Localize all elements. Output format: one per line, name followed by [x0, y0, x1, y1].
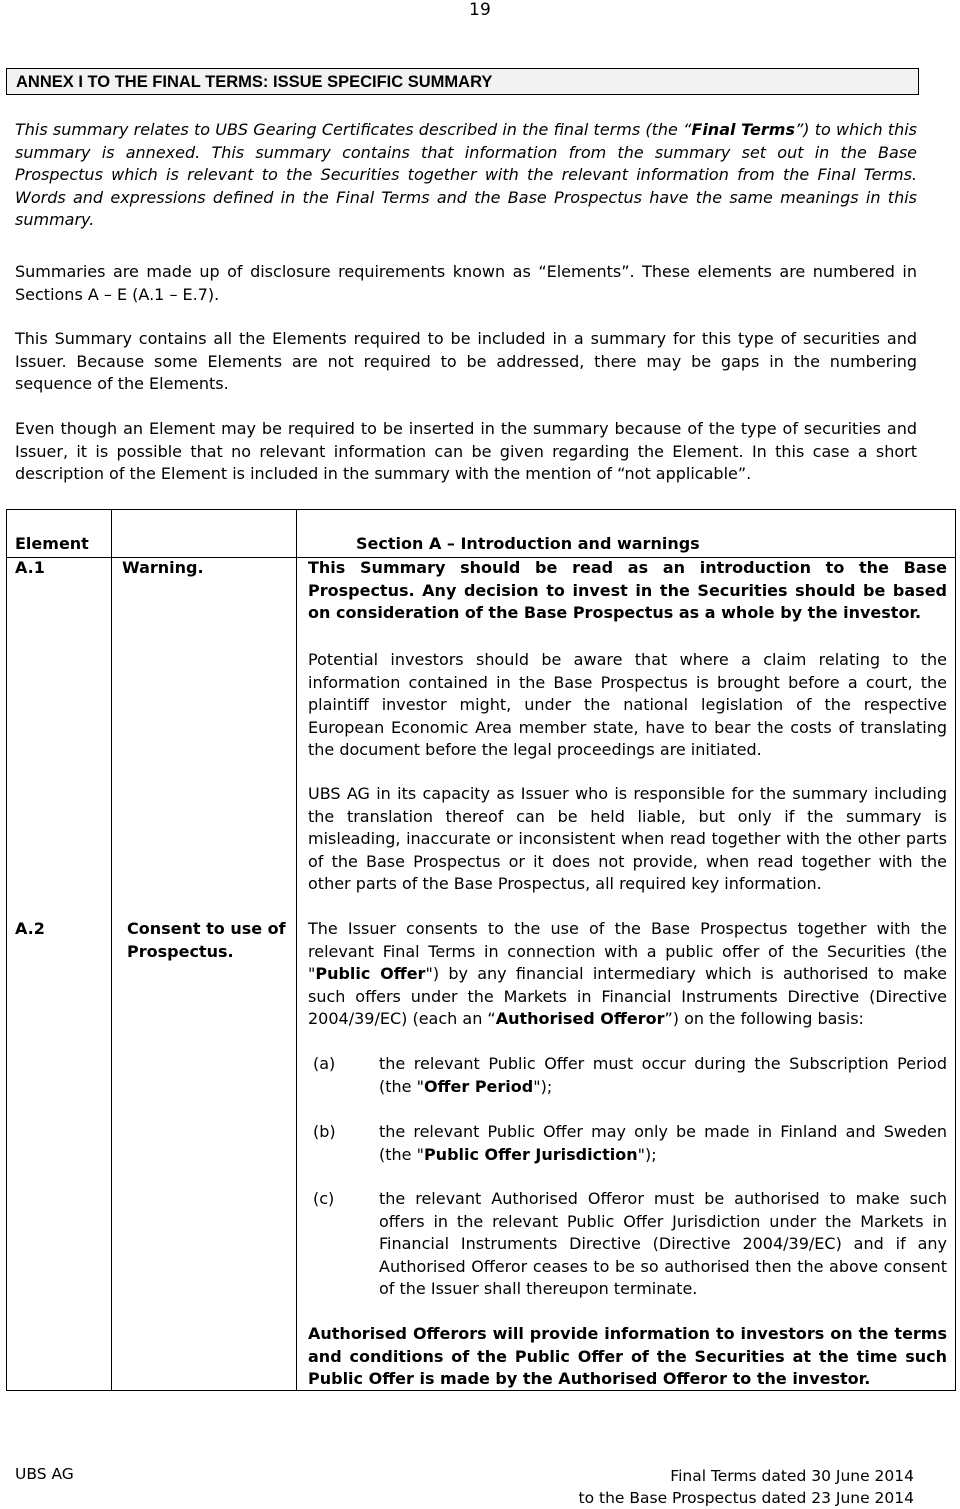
a2-intro: The Issuer consents to the use of the Base Prospectus together with the relevant Final Terms in connection with a public offer of the Securities (the "Public Offer") by any financial intermediary which is authorised to make such offers under the Markets in Financial Instruments Directive (Directive 2004/39/EC) (each an “Authorised Offeror”) on the following basis: [308, 919, 947, 1028]
public-offer-jurisdiction-term: Public Offer Jurisdiction [423, 1144, 638, 1164]
annex-title: ANNEX I TO THE FINAL TERMS: ISSUE SPECIFIC SUMMARY [6, 68, 919, 95]
footer-issuer: UBS AG [15, 1465, 74, 1483]
intro-paragraph-1: This summary relates to UBS Gearing Certificates described in the final terms (the “Final Terms”) to which this summary is annexed. This summary contains that information from the summary set out in the Base Prospectus which is relevant to the Securities together with the relevant information from the Final Terms. Words and expressions defined in the Final Terms and the Base Prospectus have the same meanings in this summary. [15, 120, 918, 229]
a2-closing-text: Authorised Offerors will provide information to investors on the terms and conditions of the Public Offer of the Securities at the time such Public Offer is made by the Authorised Offeror to the investor. [308, 1324, 947, 1388]
footer-final-terms-date: Final Terms dated 30 June 2014 [670, 1467, 914, 1485]
column-divider-2 [296, 510, 297, 1390]
list-item: the relevant Authorised Offeror must be authorised to make such offers in the relevant Public Offer Jurisdiction under the Markets in Financial Instruments Directive (Directive 2004/39/EC) and if any Authorised Offeror ceases to be so authorised then the above consent of the Issuer shall thereupon terminate. [379, 1189, 947, 1298]
a1-warning-text: This Summary should be read as an introduction to the Base Prospectus. Any decision to invest in the Securities should be based on consideration of the Base Prospectus as a whole by the investor. [308, 558, 947, 622]
element-a1-label: Warning. [122, 558, 204, 577]
header-element: Element [15, 534, 89, 553]
footer-base-prospectus-date: to the Base Prospectus dated 23 June 2014 [578, 1489, 914, 1507]
list-item-letter: (a) [313, 1054, 336, 1073]
intro-paragraph-3: This Summary contains all the Elements required to be included in a summary for this type of securities and Issuer. Because some Elements are not required to be addressed, there may be gaps in the numbering sequence of the Elements. [15, 329, 917, 393]
column-divider-1 [111, 510, 112, 1390]
element-a2-id: A.2 [15, 919, 45, 938]
offer-period-term: Offer Period [423, 1076, 534, 1096]
list-item: the relevant Public Offer may only be made in Finland and Sweden (the "Public Offer Jurisdiction"); [379, 1122, 947, 1164]
element-a1-id: A.1 [15, 558, 45, 577]
a1-paragraph-2: Potential investors should be aware that where a claim relating to the information contained in the Base Prospectus is brought before a court, the plaintiff investor might, under the national legislation of the respective European Economic Area member state, have to bear the costs of translating the document before the legal proceedings are initiated. [308, 650, 947, 759]
page-number: 19 [468, 0, 492, 20]
authorised-offeror-term: Authorised Offeror [495, 1009, 665, 1028]
intro-paragraph-2: Summaries are made up of disclosure requirements known as “Elements”. These elements are numbered in Sections A – E (A.1 – E.7). [15, 262, 917, 304]
footer-dates [579, 1465, 914, 1509]
intro-paragraph-4: Even though an Element may be required to be inserted in the summary because of the type of securities and Issuer, it is possible that no relevant information can be given regarding the Element. In this case a short description of the Element is included in the summary with the mention of “not applicable”. [15, 419, 917, 483]
element-a2-label: Consent to use of Prospectus. [127, 919, 286, 961]
list-item: the relevant Public Offer must occur during the Subscription Period (the "Offer Period"); [379, 1054, 947, 1096]
list-item-letter: (b) [313, 1122, 336, 1141]
a1-paragraph-3: UBS AG in its capacity as Issuer who is responsible for the summary including the translation thereof can be held liable, but only if the summary is misleading, inaccurate or inconsistent when read together with the other parts of the Base Prospectus or it does not provide, when read together with the other parts of the Base Prospectus, all required key information. [308, 784, 947, 893]
summary-table [6, 509, 956, 1391]
public-offer-term: Public Offer [315, 964, 426, 983]
section-title: Section A – Introduction and warnings [356, 534, 700, 553]
final-terms-term: Final Terms [691, 120, 795, 139]
list-item-letter: (c) [313, 1189, 335, 1208]
